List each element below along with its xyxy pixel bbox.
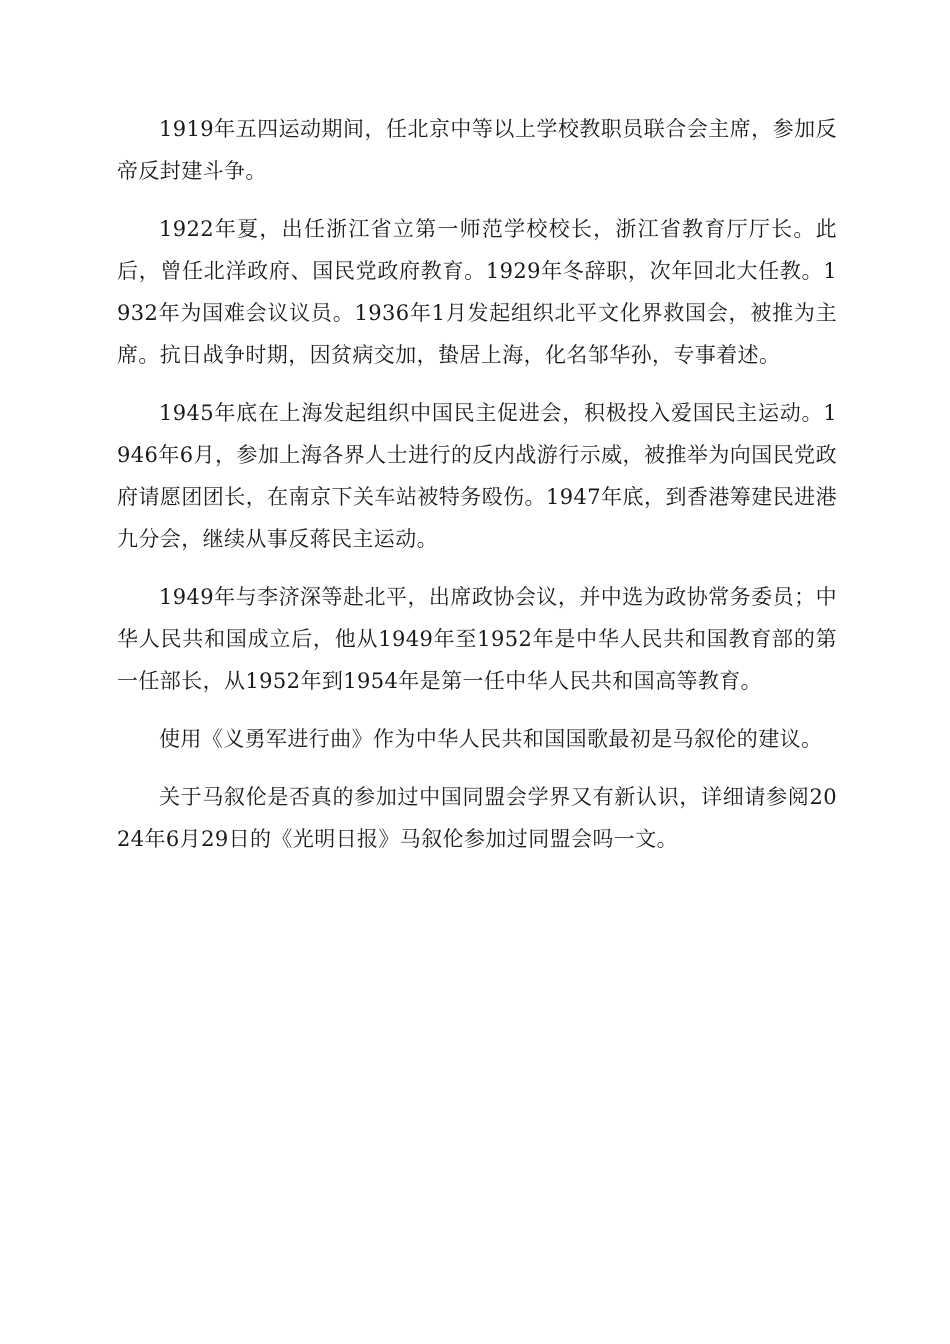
paragraph-1922: 1922年夏，出任浙江省立第一师范学校校长，浙江省教育厅厅长。此后，曾任北洋政府、国民党政府教育。1929年冬辞职，次年回北大任教。1932年为国难会议议员。1936年1月发起组织北平文化界救国会，被推为主席。抗日战争时期，因贫病交加，蛰居上海，化名邹华孙，专事着述。 xyxy=(117,217,837,367)
paragraph-1945: 1945年底在上海发起组织中国民主促进会，积极投入爱国民主运动。1946年6月，参加上海各界人士进行的反内战游行示威，被推举为向国民党政府请愿团团长，在南京下关车站被特务殴伤。1947年底，到香港筹建民进港九分会，继续从事反蒋民主运动。 xyxy=(117,401,837,551)
document-body xyxy=(117,108,837,876)
paragraph-national-anthem: 使用《义勇军进行曲》作为中华人民共和国国歌最初是马叙伦的建议。 xyxy=(159,727,823,751)
paragraph-1919: 1919年五四运动期间，任北京中等以上学校教职员联合会主席，参加反帝反封建斗争。 xyxy=(117,117,837,183)
paragraph-tongmenghui: 关于马叙伦是否真的参加过中国同盟会学界又有新认识，详细请参阅2024年6月29日的《光明日报》马叙伦参加过同盟会吗一文。 xyxy=(117,785,837,851)
paragraph-1949: 1949年与李济深等赴北平，出席政协会议，并中选为政协常务委员；中华人民共和国成立后，他从1949年至1952年是中华人民共和国教育部的第一任部长，从1952年到1954年是第一任中华人民共和国高等教育。 xyxy=(117,585,837,693)
